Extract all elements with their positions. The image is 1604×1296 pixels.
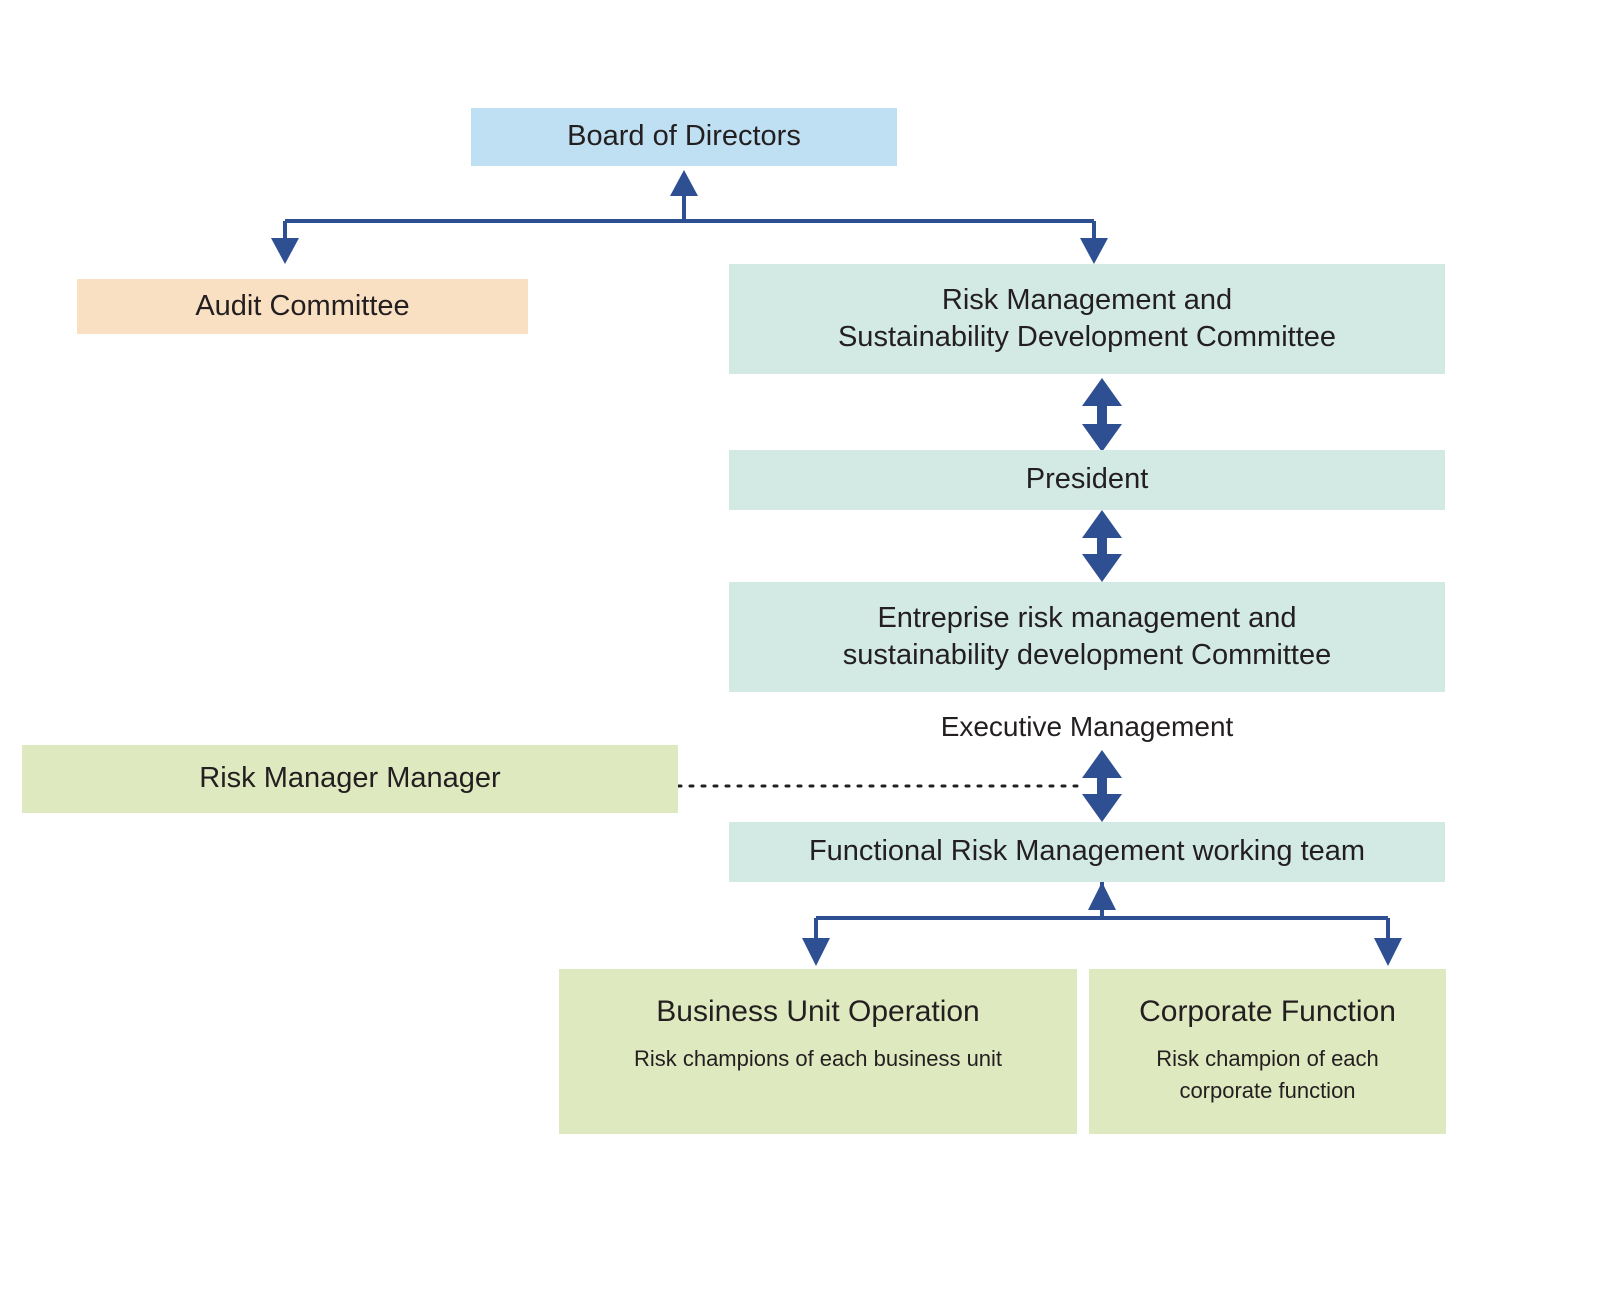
node-sublabel-line-1: Risk champion of each: [1156, 1046, 1379, 1072]
node-sublabel: Risk champions of each business unit: [633, 1046, 1003, 1072]
connector-president-ermsdc: [1082, 510, 1122, 582]
node-risk-management-sustainability-development-committee[interactable]: [729, 264, 1445, 374]
node-label: Board of Directors: [567, 120, 801, 153]
connector-rmsdc-president: [1082, 378, 1122, 452]
node-corporate-function[interactable]: [1089, 969, 1446, 1134]
node-label: Audit Committee: [195, 289, 410, 322]
node-board-of-directors[interactable]: [471, 108, 897, 166]
node-label: Executive Management: [940, 711, 1234, 743]
node-president[interactable]: [729, 450, 1445, 510]
connector-board-bus: [271, 170, 1108, 264]
node-enterprise-risk-management-sustainability-development-committee[interactable]: [729, 582, 1445, 692]
node-sublabel-line-2: corporate function: [1179, 1078, 1356, 1104]
node-label: President: [1025, 463, 1149, 496]
connector-frmwt-bus: [802, 882, 1402, 966]
node-business-unit-operation[interactable]: [559, 969, 1077, 1134]
node-label: Functional Risk Management working team: [808, 835, 1366, 868]
label-executive-management: [729, 706, 1445, 748]
node-functional-risk-management-working-team[interactable]: [729, 822, 1445, 882]
node-label: Corporate Function: [1139, 995, 1396, 1028]
node-audit-committee[interactable]: [77, 279, 528, 334]
node-label-line-1: Entreprise risk management and: [877, 601, 1297, 634]
connector-exec-frmwt: [1082, 750, 1122, 822]
node-risk-manager-manager[interactable]: [22, 745, 678, 813]
node-label: Business Unit Operation: [656, 995, 980, 1028]
node-label-line-2: sustainability development Committee: [842, 639, 1332, 671]
node-label-line-2: Sustainability Development Committee: [837, 321, 1337, 353]
node-label: Risk Manager Manager: [199, 762, 501, 795]
node-label-line-1: Risk Management and: [941, 283, 1233, 316]
